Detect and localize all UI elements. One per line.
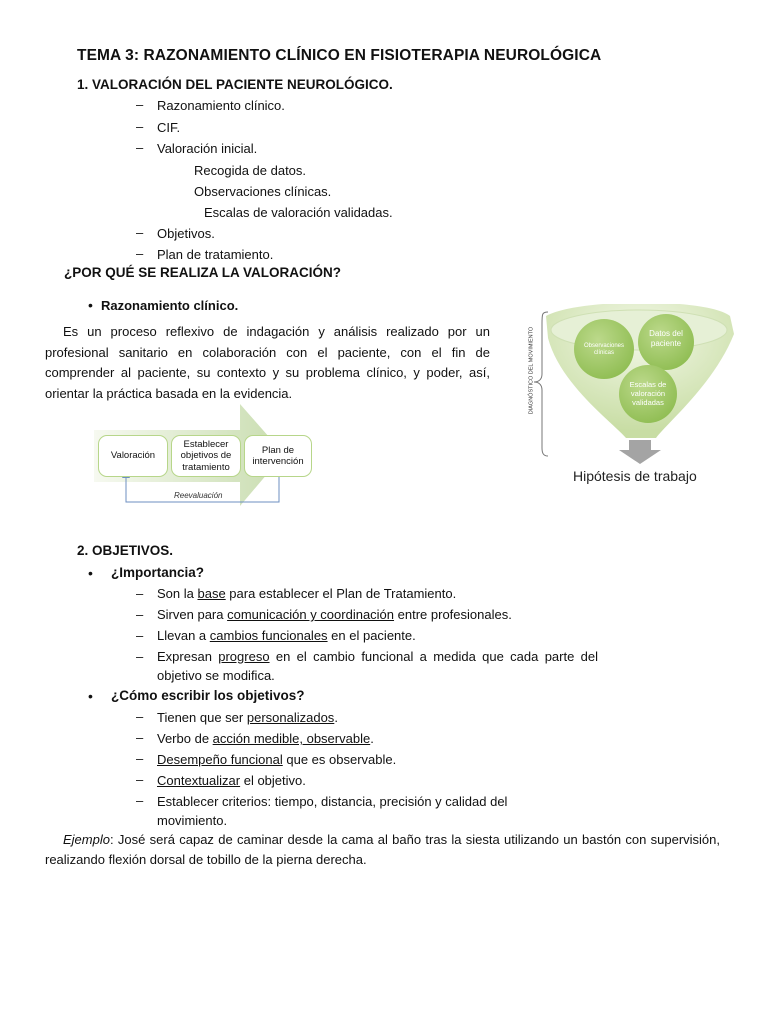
list-dash: – bbox=[136, 97, 144, 112]
list-dash: – bbox=[136, 140, 144, 155]
sub-list-item: Observaciones clínicas. bbox=[194, 184, 332, 199]
circle-escalas: Escalas de valoración validadas bbox=[629, 380, 667, 407]
diagnostico-label: DIAGNÓSTICO DEL MOVIMIENTO bbox=[528, 326, 535, 415]
funnel-diagram bbox=[508, 304, 738, 486]
objective-how-4: Contextualizar el objetivo. bbox=[157, 773, 306, 788]
hipotesis-label: Hipótesis de trabajo bbox=[573, 468, 697, 484]
objective-importance-3: Llevan a cambios funcionales en el paciente. bbox=[157, 628, 416, 643]
how-label: ¿Cómo escribir los objetivos? bbox=[111, 688, 305, 703]
section-1-heading: 1. VALORACIÓN DEL PACIENTE NEUROLÓGICO. bbox=[77, 77, 393, 92]
list-dash: – bbox=[136, 751, 144, 766]
process-diagram bbox=[94, 404, 314, 510]
list-dash: – bbox=[136, 649, 144, 664]
rc-paragraph: Es un proceso reflexivo de indagación y análisis realizado por un profesional sanitario en colaboración con el paciente, con el fin de comprender al paciente, su contexto y su problema clínico, y poder, así, orientar la práctica basada en la evidencia. bbox=[45, 324, 490, 401]
section-2-heading: 2. OBJETIVOS. bbox=[77, 543, 174, 558]
objective-importance-1: Son la base para establecer el Plan de Tratamiento. bbox=[157, 586, 457, 601]
reevaluacion-label: Reevaluación bbox=[174, 491, 223, 500]
process-box-valoracion: Valoración bbox=[98, 435, 168, 477]
objective-how-5: Establecer criterios: tiempo, distancia, precisión y calidad del movimiento. bbox=[157, 794, 508, 828]
sub-list-item: Escalas de valoración validadas. bbox=[204, 205, 393, 220]
bullet-icon: • bbox=[88, 297, 93, 313]
rc-label: Razonamiento clínico. bbox=[101, 298, 239, 313]
objective-importance-2: Sirven para comunicación y coordinación entre profesionales. bbox=[157, 607, 512, 622]
circle-datos: Datos del paciente bbox=[649, 329, 683, 348]
list-dash: – bbox=[136, 607, 144, 622]
bullet-icon: • bbox=[88, 688, 93, 704]
importance-label: ¿Importancia? bbox=[111, 565, 205, 580]
list-dash: – bbox=[136, 772, 144, 787]
list-dash: – bbox=[136, 709, 144, 724]
list-item: Plan de tratamiento. bbox=[157, 247, 274, 262]
list-dash: – bbox=[136, 119, 144, 134]
objective-how-3: Desempeño funcional que es observable. bbox=[157, 752, 397, 767]
sub-list-item: Recogida de datos. bbox=[194, 163, 307, 178]
objective-importance-4: Expresan progreso en el cambio funcional a medida que cada parte del objetivo se modifica. bbox=[157, 649, 598, 683]
objective-how-2: Verbo de acción medible, observable. bbox=[157, 731, 374, 746]
circle-observaciones: Observaciones clínicas bbox=[583, 343, 625, 357]
example-paragraph: Ejemplo: José será capaz de caminar desde la cama al baño tras la siesta utilizando un bastón con supervisión, realizando flexión dorsal de tobillo de la pierna derecha. bbox=[45, 832, 720, 867]
list-dash: – bbox=[136, 586, 144, 601]
list-dash: – bbox=[136, 730, 144, 745]
list-dash: – bbox=[136, 793, 144, 808]
list-dash: – bbox=[136, 225, 144, 240]
why-heading: ¿POR QUÉ SE REALIZA LA VALORACIÓN? bbox=[64, 265, 342, 280]
list-item: Razonamiento clínico. bbox=[157, 98, 285, 113]
process-box-plan: Plan de intervención bbox=[244, 435, 312, 477]
objective-how-1: Tienen que ser personalizados. bbox=[157, 710, 338, 725]
list-item: Objetivos. bbox=[157, 226, 215, 241]
list-item: Valoración inicial. bbox=[157, 141, 258, 156]
list-item: CIF. bbox=[157, 120, 181, 135]
list-dash: – bbox=[136, 628, 144, 643]
process-box-objetivos: Establecer objetivos de tratamiento bbox=[171, 435, 241, 477]
page-title: TEMA 3: RAZONAMIENTO CLÍNICO EN FISIOTERAPIA NEUROLÓGICA bbox=[77, 47, 602, 64]
bullet-icon: • bbox=[88, 565, 93, 581]
list-dash: – bbox=[136, 246, 144, 261]
